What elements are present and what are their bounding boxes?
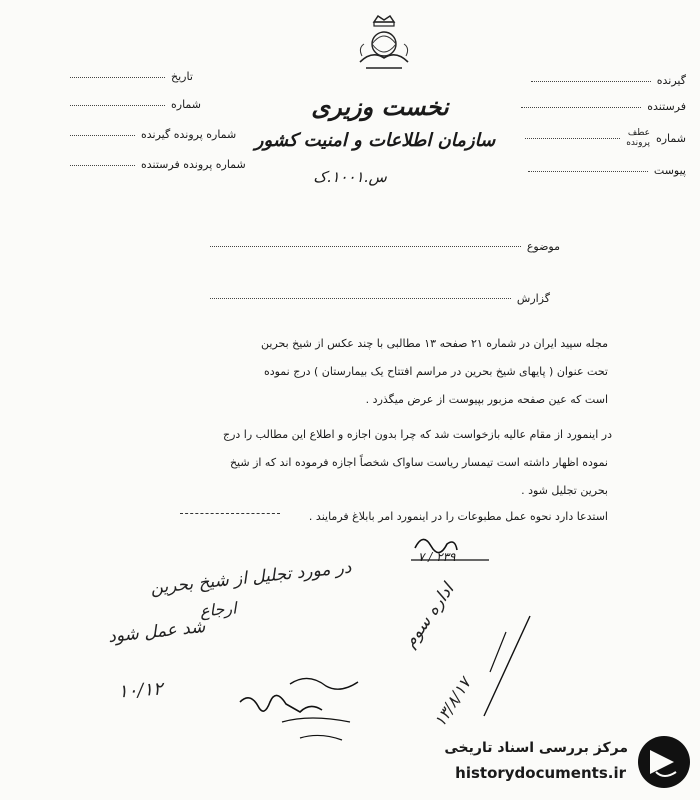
handwritten-date: ۱۰/۱۲ bbox=[117, 678, 164, 703]
recipient-file-line bbox=[70, 134, 135, 136]
lion-and-sun-emblem-icon bbox=[352, 14, 416, 74]
handwritten-note: اداره سوم bbox=[400, 580, 459, 652]
number-label: شماره bbox=[655, 131, 686, 145]
sender-file-field bbox=[70, 158, 246, 171]
number-line bbox=[525, 137, 620, 139]
left-number-line bbox=[70, 104, 165, 106]
body-line: در اینمورد از مقام عالیه بازخواست شد که چرا بدون اجازه و اطلاع این مطالب را درج bbox=[223, 428, 612, 441]
body-line: استدعا دارد نحوه عمل مطبوعات را در اینمورد امر بابلاغ فرمایند . bbox=[308, 510, 608, 523]
closing-dash-line bbox=[180, 513, 280, 514]
sender-line bbox=[521, 106, 641, 108]
recipient-label: گیرنده bbox=[656, 74, 686, 87]
body-line: بحرین تجلیل شود . bbox=[521, 484, 608, 497]
left-number-field bbox=[70, 98, 201, 111]
attachment-line bbox=[528, 170, 648, 172]
reference-number: س.۱۰۰۱.ک bbox=[313, 168, 387, 186]
reference-label: عطف bbox=[627, 128, 650, 138]
number-sub-labels bbox=[626, 128, 650, 148]
file-label: پرونده bbox=[626, 138, 650, 148]
report-label: گزارش bbox=[516, 292, 550, 305]
attachment-field bbox=[528, 164, 686, 177]
report-line bbox=[210, 298, 511, 299]
sender-file-label: شماره پرونده فرستنده bbox=[141, 158, 246, 171]
number-field bbox=[525, 128, 686, 148]
attachment-label: پیوست bbox=[653, 164, 686, 177]
body-line: نموده اظهار داشته است تیمسار ریاست ساواک شخصاً اجازه فرموده اند که از شیخ bbox=[229, 456, 608, 469]
handwritten-note: ارجاع bbox=[199, 598, 238, 621]
stamp-number: ۲۳۹ / ۷ bbox=[418, 550, 456, 564]
body-line: مجله سپید ایران در شماره ۲۱ صفحه ۱۳ مطالبی با چند عکس از شیخ بحرین bbox=[261, 337, 608, 350]
date-field bbox=[70, 70, 193, 83]
recipient-field bbox=[531, 74, 686, 87]
body-line: است که عین صفحه مزبور بپیوست از عرض میگذرد . bbox=[365, 393, 608, 406]
handwritten-note: در مورد تجلیل از شیخ بحرین bbox=[149, 557, 353, 599]
body-line: تحت عنوان ( پایهای شیخ بحرین در مراسم افتتاح یک بیمارستان ) درج نموده bbox=[263, 365, 608, 378]
handwritten-note: شد عمل شود bbox=[107, 616, 207, 648]
recipient-line bbox=[531, 80, 651, 82]
subject-label: موضوع bbox=[526, 240, 560, 253]
left-number-label: شماره bbox=[171, 98, 202, 111]
watermark-title: مرکز بررسی اسناد تاریخی bbox=[444, 740, 628, 756]
handwritten-note: ۱۳/۸/۱۷ bbox=[430, 674, 475, 731]
date-label: تاریخ bbox=[171, 70, 193, 83]
date-line bbox=[70, 76, 165, 78]
organization-subtitle: سازمان اطلاعات و امنیت کشور bbox=[254, 130, 496, 151]
handwritten-signature-icon bbox=[230, 662, 380, 752]
organization-title: نخست وزیری bbox=[311, 92, 449, 121]
report-row bbox=[210, 292, 550, 305]
recipient-file-label: شماره پرونده گیرنده bbox=[141, 128, 237, 141]
sender-label: فرستنده bbox=[647, 100, 686, 113]
handwritten-stroke-icon bbox=[470, 612, 540, 722]
subject-row bbox=[210, 240, 560, 253]
sender-file-line bbox=[70, 164, 135, 166]
subject-line bbox=[210, 246, 521, 247]
watermark-url: historydocuments.ir bbox=[455, 764, 626, 782]
recipient-file-field bbox=[70, 128, 236, 141]
sender-field bbox=[521, 100, 686, 113]
